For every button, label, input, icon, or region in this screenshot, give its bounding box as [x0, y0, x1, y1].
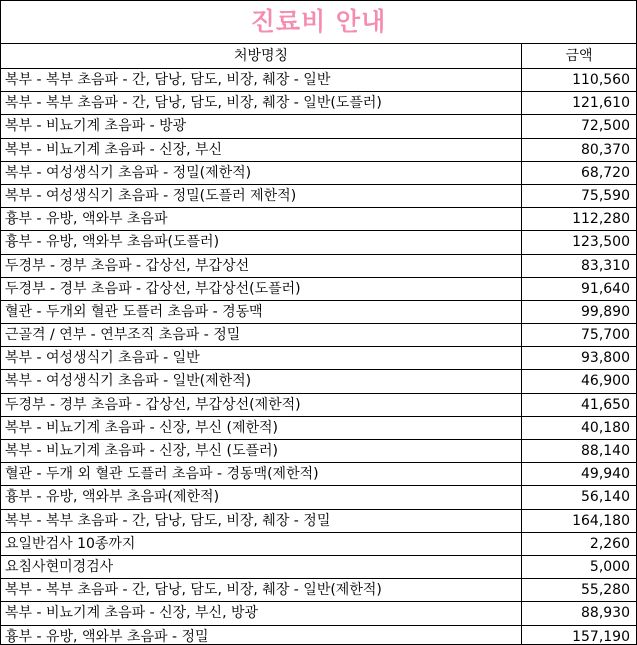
- table-row: [1, 510, 636, 533]
- row-price: 99,890: [581, 303, 630, 320]
- table-row: [1, 533, 636, 556]
- table-row: [1, 602, 636, 625]
- row-price: 164,180: [572, 512, 630, 529]
- table-row: [1, 579, 636, 602]
- row-name: 복부 - 비뇨기계 초음파 - 신장, 부신: [1, 139, 522, 161]
- row-price: 121,610: [572, 95, 630, 112]
- table-row: [1, 255, 636, 278]
- table-row: [1, 69, 636, 92]
- table-row: [1, 139, 636, 162]
- row-name: 복부 - 비뇨기계 초음파 - 신장, 부신 (도플러): [1, 440, 522, 462]
- row-price: 49,940: [581, 466, 630, 483]
- row-price: 55,280: [581, 582, 630, 599]
- table-row: [1, 370, 636, 393]
- table-row: [1, 417, 636, 440]
- row-name: 혈관 - 두개외 혈관 도플러 초음파 - 경동맥: [1, 301, 522, 323]
- row-name: 흉부 - 유방, 액와부 초음파(제한적): [1, 486, 522, 508]
- table-row: [1, 162, 636, 185]
- row-name: 복부 - 복부 초음파 - 간, 담낭, 담도, 비장, 췌장 - 일반(도플러): [1, 92, 522, 114]
- row-name: 요일반검사 10종까지: [1, 533, 522, 555]
- table-row: [1, 463, 636, 486]
- table-row: [1, 626, 636, 645]
- row-price: 56,140: [581, 489, 630, 506]
- row-name: 복부 - 여성생식기 초음파 - 정밀(제한적): [1, 162, 522, 184]
- page-title: 진료비 안내: [1, 1, 636, 44]
- row-price: 157,190: [572, 628, 630, 645]
- row-price: 75,700: [581, 327, 630, 344]
- row-price: 2,260: [589, 535, 630, 552]
- row-name: 복부 - 여성생식기 초음파 - 일반(제한적): [1, 370, 522, 392]
- row-name: 복부 - 복부 초음파 - 간, 담낭, 담도, 비장, 췌장 - 일반(제한적): [1, 579, 522, 601]
- row-price: 88,140: [581, 443, 630, 459]
- row-name: 흉부 - 유방, 액와부 초음파: [1, 208, 522, 230]
- row-name: 복부 - 비뇨기계 초음파 - 신장, 부신, 방광: [1, 602, 522, 624]
- table-row: [1, 115, 636, 138]
- row-name: 두경부 - 경부 초음파 - 갑상선, 부갑상선(도플러): [1, 278, 522, 300]
- row-name: 복부 - 비뇨기계 초음파 - 방광: [1, 115, 522, 137]
- row-price: 83,310: [581, 257, 630, 274]
- row-price: 91,640: [581, 280, 630, 297]
- table-header: [1, 44, 636, 69]
- table-row: [1, 394, 636, 417]
- table-row: [1, 486, 636, 509]
- table-row: [1, 278, 636, 301]
- row-price: 80,370: [581, 141, 630, 158]
- table-body: [1, 69, 636, 645]
- row-price: 68,720: [581, 164, 630, 181]
- table-row: [1, 208, 636, 231]
- row-price: 88,930: [581, 605, 630, 622]
- row-name: 복부 - 복부 초음파 - 간, 담낭, 담도, 비장, 췌장 - 정밀: [1, 510, 522, 532]
- row-price: 5,000: [589, 558, 630, 575]
- table-row: [1, 185, 636, 208]
- row-name: 복부 - 비뇨기계 초음파 - 신장, 부신 (제한적): [1, 417, 522, 439]
- row-price: 72,500: [581, 118, 630, 135]
- table-row: [1, 556, 636, 579]
- row-name: 요침사현미경검사: [1, 556, 522, 578]
- table-row: [1, 92, 636, 115]
- row-price: 41,650: [581, 396, 630, 413]
- row-name: 흉부 - 유방, 액와부 초음파 - 정밀: [1, 626, 522, 645]
- table-row: [1, 231, 636, 254]
- table-row: [1, 347, 636, 370]
- row-name: 혈관 - 두개 외 혈관 도플러 초음파 - 경동맥(제한적): [1, 463, 522, 485]
- row-name: 두경부 - 경부 초음파 - 갑상선, 부갑상선(제한적): [1, 394, 522, 416]
- table-row: [1, 301, 636, 324]
- row-price: 110,560: [572, 72, 630, 88]
- row-name: 흉부 - 유방, 액와부 초음파(도플러): [1, 231, 522, 253]
- row-price: 93,800: [581, 350, 630, 367]
- table-row: [1, 324, 636, 347]
- row-name: 복부 - 복부 초음파 - 간, 담낭, 담도, 비장, 췌장 - 일반: [1, 69, 522, 91]
- table-row: [1, 440, 636, 463]
- row-price: 46,900: [581, 373, 630, 390]
- row-price: 40,180: [581, 419, 630, 436]
- row-name: 복부 - 여성생식기 초음파 - 정밀(도플러 제한적): [1, 185, 522, 207]
- row-name: 두경부 - 경부 초음파 - 갑상선, 부갑상선: [1, 255, 522, 277]
- row-price: 112,280: [572, 211, 630, 228]
- row-name: 근골격 / 연부 - 연부조직 초음파 - 정밀: [1, 324, 522, 346]
- row-price: 75,590: [581, 187, 630, 204]
- header-name: 처방명칭: [1, 44, 522, 68]
- row-price: 123,500: [572, 234, 630, 251]
- header-price: 금액: [565, 48, 593, 64]
- row-name: 복부 - 여성생식기 초음파 - 일반: [1, 347, 522, 369]
